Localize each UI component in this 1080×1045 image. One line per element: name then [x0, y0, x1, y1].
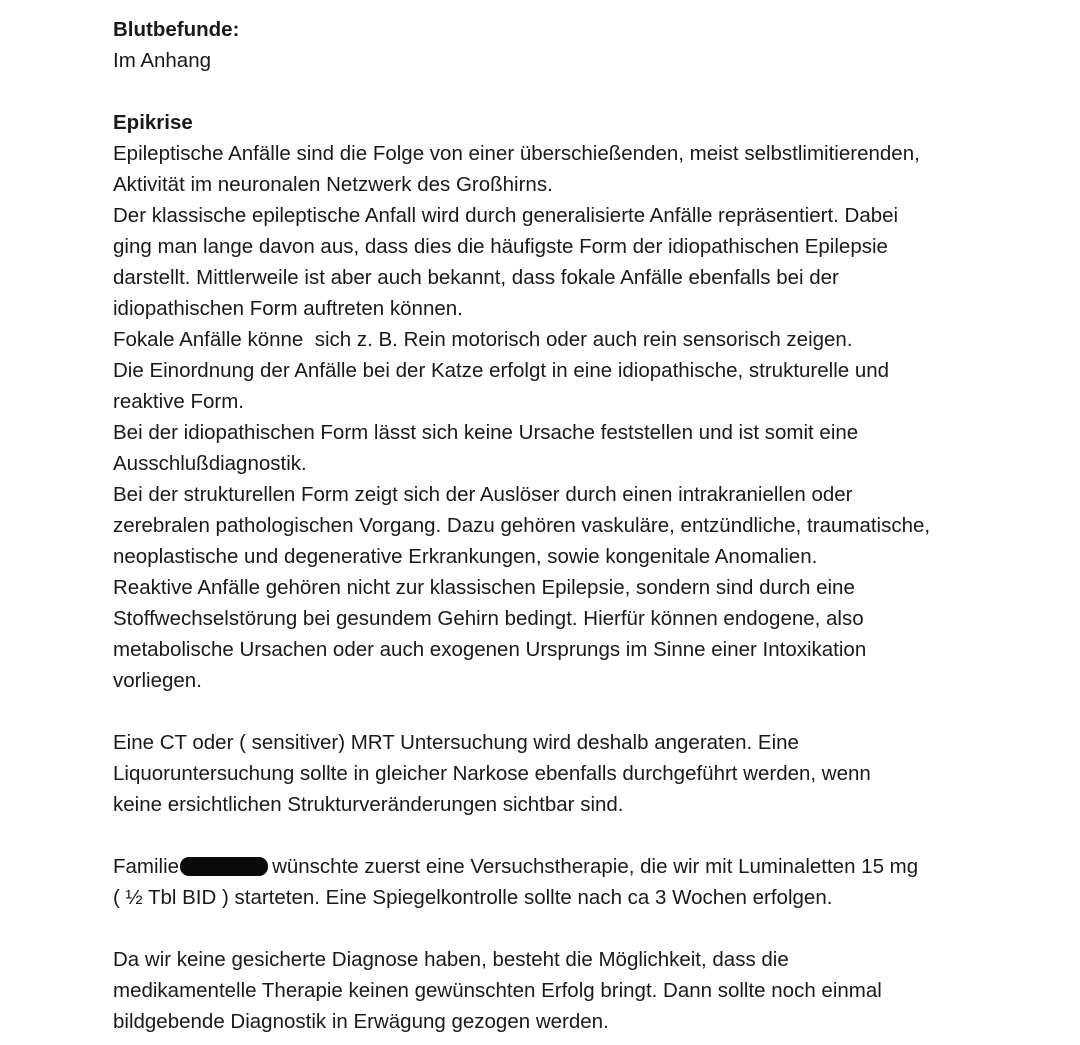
epikrise-line: zerebralen pathologischen Vorgang. Dazu gehören vaskuläre, entzündliche, traumatische,: [113, 514, 931, 537]
blutbefunde-value: Im Anhang: [113, 49, 212, 72]
family-line: ( ½ Tbl BID ) starteten. Eine Spiegelkontrolle sollte nach ca 3 Wochen erfolgen.: [113, 886, 833, 909]
epikrise-line: Der klassische epileptische Anfall wird durch generalisierte Anfälle repräsentiert. Dabei: [113, 204, 899, 227]
paragraph-gap: [113, 913, 1063, 944]
epikrise-line: Fokale Anfälle könne sich z. B. Rein motorisch oder auch rein sensorisch zeigen.: [113, 328, 853, 351]
epikrise-heading: Epikrise: [113, 111, 193, 134]
epikrise-line: Aktivität im neuronalen Netzwerk des Großhirns.: [113, 173, 553, 196]
family-suffix: wünschte zuerst eine Versuchstherapie, die wir mit Luminaletten 15 mg: [272, 855, 919, 878]
epikrise-line: Stoffwechselstörung bei gesundem Gehirn bedingt. Hierfür können endogene, also: [113, 607, 864, 630]
epikrise-paragraph: [113, 138, 1063, 696]
epikrise-line: vorliegen.: [113, 669, 202, 692]
epikrise-line: Ausschlußdiagnostik.: [113, 452, 307, 475]
family-line: [113, 851, 1063, 882]
epikrise-line: Reaktive Anfälle gehören nicht zur klassischen Epilepsie, sondern sind durch eine: [113, 576, 855, 599]
ct-line: Liquoruntersuchung sollte in gleicher Narkose ebenfalls durchgeführt werden, wenn: [113, 762, 871, 785]
epikrise-line: Die Einordnung der Anfälle bei der Katze erfolgt in eine idiopathische, strukturelle und: [113, 359, 890, 382]
epikrise-line: ging man lange davon aus, dass dies die häufigste Form der idiopathischen Epilepsie: [113, 235, 888, 258]
ct-line: keine ersichtlichen Strukturveränderungen sichtbar sind.: [113, 793, 624, 816]
epikrise-line: Bei der strukturellen Form zeigt sich der Auslöser durch einen intrakraniellen oder: [113, 483, 853, 506]
closing-paragraph: [113, 944, 1063, 1037]
paragraph-gap: [113, 696, 1063, 727]
epikrise-line: reaktive Form.: [113, 390, 244, 413]
epikrise-line: neoplastische und degenerative Erkrankungen, sowie kongenitale Anomalien.: [113, 545, 818, 568]
ct-paragraph: [113, 727, 1063, 820]
paragraph-gap: [113, 820, 1063, 851]
family-prefix: Familie: [113, 855, 180, 878]
paragraph-gap: [113, 76, 1063, 107]
closing-line: bildgebende Diagnostik in Erwägung gezogen werden.: [113, 1010, 609, 1033]
epikrise-line: Epileptische Anfälle sind die Folge von einer überschießenden, meist selbstlimitierenden,: [113, 142, 920, 165]
epikrise-line: darstellt. Mittlerweile ist aber auch bekannt, dass fokale Anfälle ebenfalls bei der: [113, 266, 839, 289]
epikrise-line: idiopathischen Form auftreten können.: [113, 297, 463, 320]
epikrise-line: metabolische Ursachen oder auch exogenen Ursprungs im Sinne einer Intoxikation: [113, 638, 867, 661]
document-page: [113, 14, 1063, 1037]
closing-line: Da wir keine gesicherte Diagnose haben, besteht die Möglichkeit, dass die: [113, 948, 789, 971]
blutbefunde-heading: Blutbefunde:: [113, 18, 240, 41]
epikrise-line: Bei der idiopathischen Form lässt sich keine Ursache feststellen und ist somit eine: [113, 421, 859, 444]
redaction-mark: [180, 857, 268, 876]
ct-line: Eine CT oder ( sensitiver) MRT Untersuchung wird deshalb angeraten. Eine: [113, 731, 799, 754]
closing-line: medikamentelle Therapie keinen gewünschten Erfolg bringt. Dann sollte noch einmal: [113, 979, 882, 1002]
family-paragraph: [113, 851, 1063, 913]
